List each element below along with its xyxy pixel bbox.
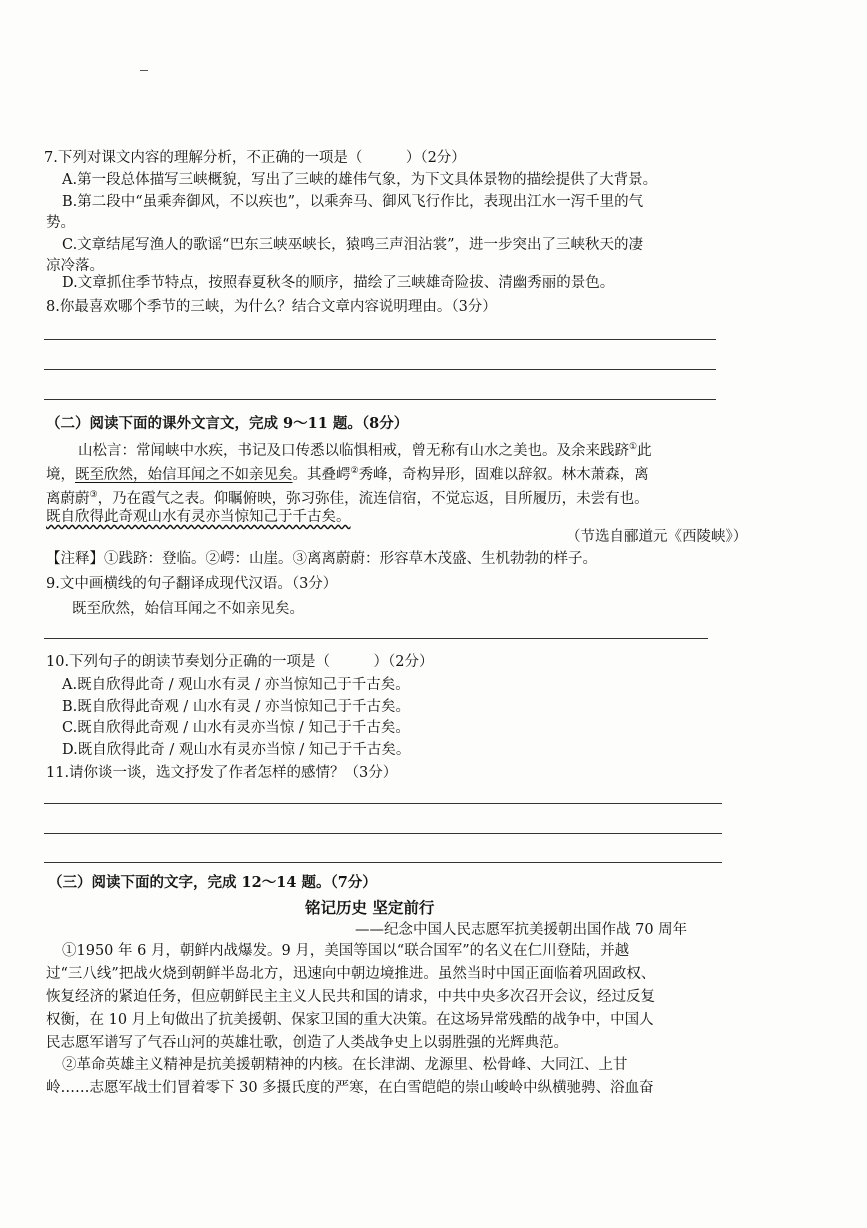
answer-line[interactable]: [44, 638, 708, 639]
article-para2-line1: ②革命英雄主义精神是抗美援朝精神的内核。在长津湖、龙源里、松骨峰、大同江、上甘: [62, 1057, 628, 1073]
answer-line[interactable]: [44, 833, 722, 834]
q7-stem: 7.下列对课文内容的理解分析，不正确的一项是（ ）（2分）: [44, 150, 466, 166]
q10-option-c: C.既自欣得此奇观 / 山水有灵亦当惊 / 知己于千古矣。: [62, 720, 410, 736]
annotations: 【注释】①践跻：登临。②崿：山崖。③离离蔚蔚：形容草木茂盛、生机勃勃的样子。: [46, 551, 597, 567]
q9-stem: 9.文中画横线的句子翻译成现代汉语。（3分）: [46, 576, 338, 592]
q7-option-c-line1: C.文章结尾写渔人的歌谣“巴东三峡巫峡长，猿鸣三声泪沾裳”，进一步突出了三峡秋天的凄: [62, 237, 644, 253]
underlined-sentence: 既至欣然，始信耳闻之不如亲见矣: [75, 466, 293, 483]
article-para1-line4: 权衡，在 10 月上旬做出了抗美援朝、保家卫国的重大决策。在这场异常残酷的战争中，中国人: [46, 1012, 654, 1028]
answer-line[interactable]: [44, 803, 722, 804]
q7-option-c-line2: 凉冷落。: [46, 258, 104, 274]
q7-option-d: D.文章抓住季节特点，按照春夏秋冬的顺序，描绘了三峡雄奇险拔、清幽秀丽的景色。: [62, 275, 615, 291]
q7-option-b-line2: 势。: [46, 215, 75, 231]
answer-line[interactable]: [44, 369, 716, 370]
classical-text-line2: [46, 461, 649, 485]
q10-option-d: D.既自欣得此奇 / 观山水有灵亦当惊 / 知己于千古矣。: [62, 742, 411, 758]
answer-line[interactable]: [44, 399, 716, 400]
note-ref: ③: [89, 490, 98, 500]
article-subtitle: ——纪念中国人民志愿军抗美援朝出国作战 70 周年: [355, 922, 688, 938]
part3-heading: （三）阅读下面的文字，完成 12～14 题。（7分）: [48, 874, 377, 891]
q10-option-a: A.既自欣得此奇 / 观山水有灵 / 亦当惊知己于千古矣。: [62, 677, 410, 693]
classical-text: 境，: [46, 466, 75, 483]
q10-option-b: B.既自欣得此奇观 / 山水有灵 / 亦当惊知己于千古矣。: [62, 699, 410, 715]
article-para1-line2: 过“三八线”把战火烧到朝鲜半岛北方，迅速向中朝边境推进。虽然当时中国正面临着巩固政权、: [46, 966, 656, 982]
classical-text-line3: [46, 485, 649, 509]
note-ref: ①: [629, 442, 638, 452]
answer-line[interactable]: [44, 339, 716, 340]
q10-stem: 10.下列句子的朗读节奏划分正确的一项是（ ）（2分）: [46, 654, 434, 670]
article-para1-line1: ①1950 年 6 月，朝鲜内战爆发。9 月，美国等国以“联合国军”的名义在仁川登陆，并越: [62, 943, 630, 959]
classical-text: 山松言：常闻峡中水疾，书记及口传悉以临惧相戒，曾无称有山水之美也。及余来践跻: [78, 442, 629, 459]
classical-text: 离蔚蔚: [46, 490, 90, 507]
article-para1-line3: 恢复经济的紧迫任务，但应朝鲜民主主义人民共和国的请求，中共中央多次召开会议，经过反复: [46, 989, 655, 1005]
article-para2-line2: 岭……志愿军战士们冒着零下 30 多摄氏度的严寒，在白雪皑皑的崇山峻岭中纵横驰骋、浴血奋: [46, 1080, 654, 1096]
wavy-underlined-sentence: 既自欣得此奇观山水有灵亦当惊知己于千古矣。: [46, 509, 351, 525]
classical-text: 此: [637, 442, 652, 459]
classical-text: ，乃在霞气之表。仰瞩俯映，弥习弥佳，流连信宿，不觉忘返，目所履历，未尝有也。: [97, 490, 649, 507]
answer-line[interactable]: [44, 862, 722, 863]
source-citation: （节选自郦道元《西陵峡》）: [566, 529, 748, 545]
q8-stem: 8.你最喜欢哪个季节的三峡，为什么？结合文章内容说明理由。（3分）: [46, 299, 497, 315]
article-title: 铭记历史 坚定前行: [305, 898, 435, 917]
part2-heading: （二）阅读下面的课外文言文，完成 9～11 题。（8分）: [46, 415, 409, 432]
q11-stem: 11.请你谈一谈，选文抒发了作者怎样的感情？（3分）: [46, 765, 398, 781]
classical-text: 。其叠崿: [292, 466, 351, 483]
note-ref: ②: [350, 466, 359, 476]
q7-option-b-line1: B.第二段中“虽乘奔御风，不以疾也”，以乘奔马、御风飞行作比，表现出江水一泻千里的气: [62, 194, 644, 210]
article-para1-line5: 民志愿军谱写了气吞山河的英雄壮歌，创造了人类战争史上以弱胜强的光辉典范。: [46, 1035, 568, 1051]
q7-option-a: A.第一段总体描写三峡概貌，写出了三峡的雄伟气象，为下文具体景物的描绘提供了大背景。: [62, 172, 658, 188]
scan-mark: [140, 70, 148, 71]
classical-text: 秀峰，奇构异形，固难以辞叙。林木萧森，离: [358, 466, 649, 483]
q9-sentence: 既至欣然，始信耳闻之不如亲见矣。: [72, 601, 304, 617]
classical-text-line1: [78, 437, 652, 461]
